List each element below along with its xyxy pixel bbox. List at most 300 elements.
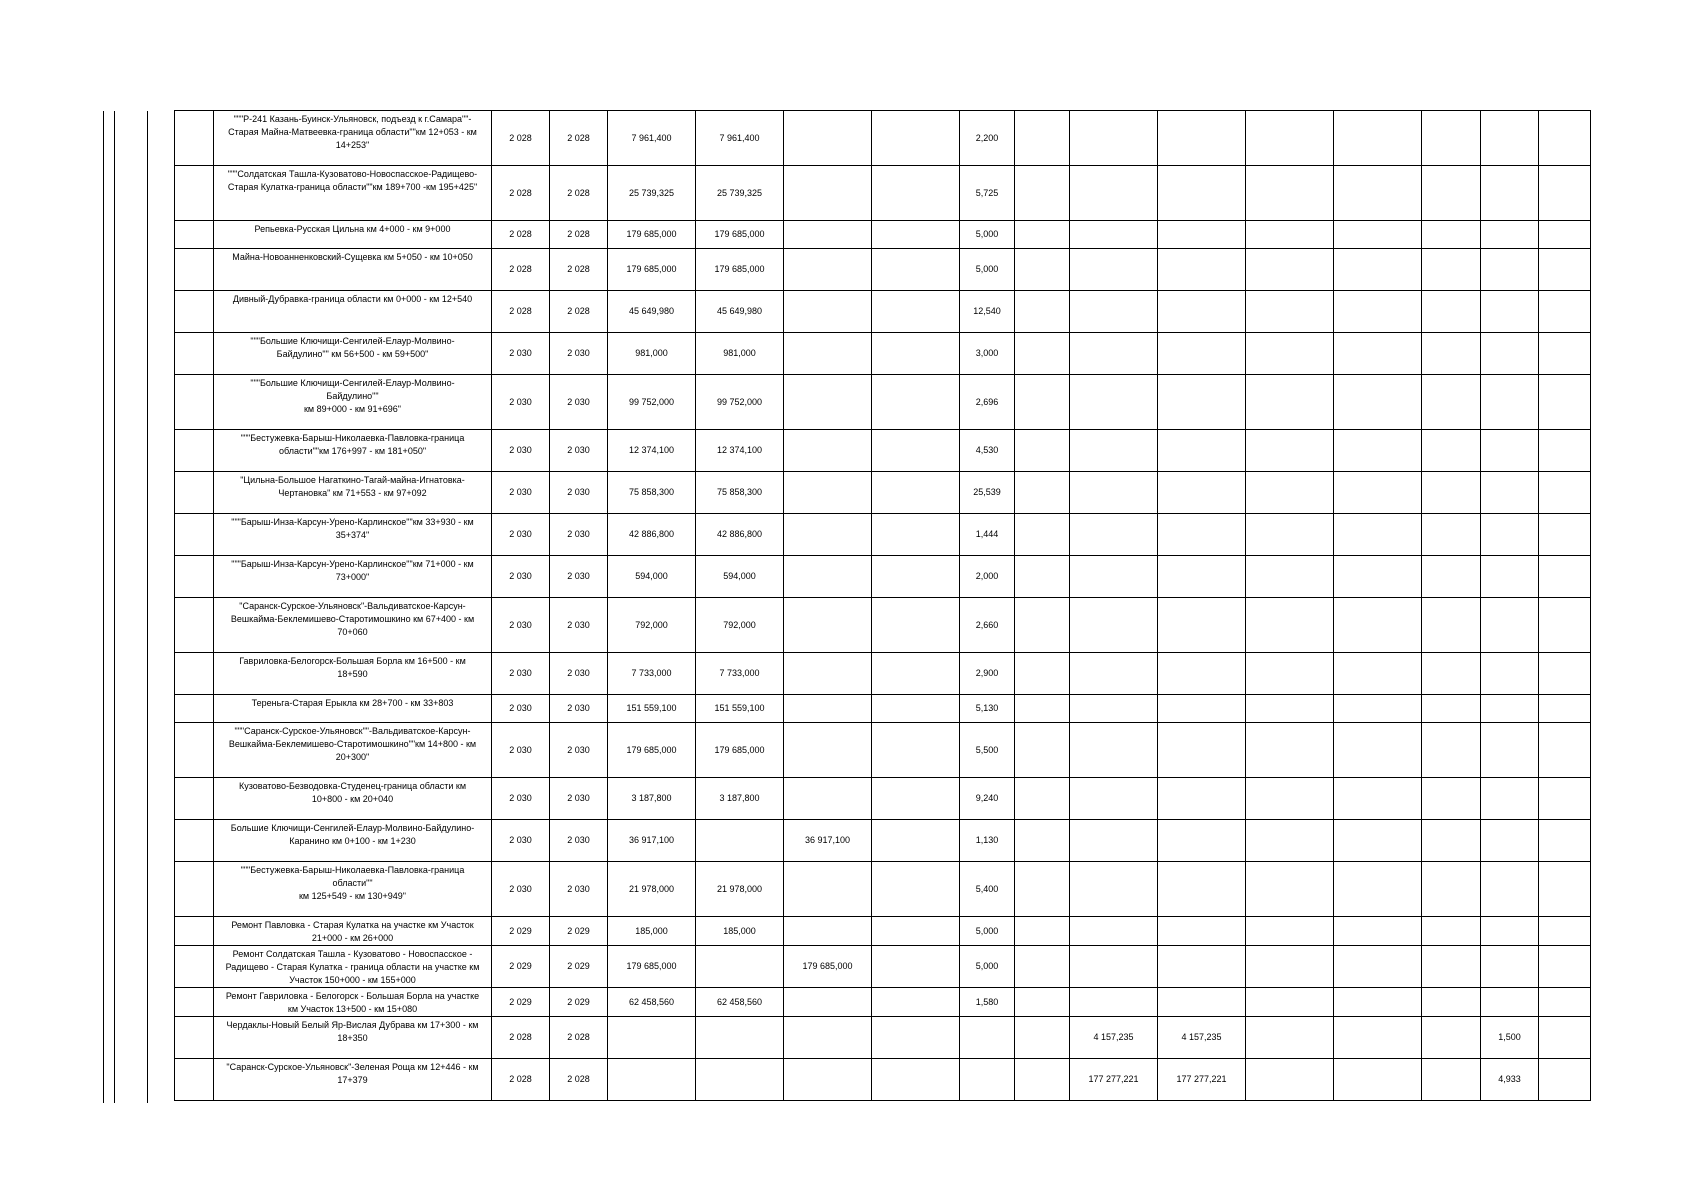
cell-c5 bbox=[784, 917, 872, 946]
cell-c5 bbox=[784, 430, 872, 472]
cell-c2: 2 030 bbox=[550, 472, 608, 514]
cell-c14 bbox=[1481, 249, 1539, 291]
cell-c3: 75 858,300 bbox=[608, 472, 696, 514]
cell-c3: 12 374,100 bbox=[608, 430, 696, 472]
cell-c4: 981,000 bbox=[696, 333, 784, 375]
cell-c9 bbox=[1070, 946, 1158, 988]
cell-c9 bbox=[1070, 862, 1158, 917]
cell-c12 bbox=[1334, 514, 1422, 556]
cell-c5 bbox=[784, 221, 872, 249]
cell-c15 bbox=[1539, 111, 1591, 166]
cell-c5 bbox=[784, 1059, 872, 1101]
cell-c15 bbox=[1539, 472, 1591, 514]
table-row bbox=[175, 430, 1591, 472]
cell-c7: 9,240 bbox=[960, 778, 1015, 820]
cell-c4: 12 374,100 bbox=[696, 430, 784, 472]
object-name-cell: Майна-Новоанненковский-Сущевка км 5+050 - км 10+050 bbox=[214, 249, 492, 291]
cell-c2: 2 030 bbox=[550, 430, 608, 472]
cell-c9: 177 277,221 bbox=[1070, 1059, 1158, 1101]
cell-c5 bbox=[784, 291, 872, 333]
row-index-cell bbox=[175, 514, 214, 556]
cell-c3: 42 886,800 bbox=[608, 514, 696, 556]
cell-c14 bbox=[1481, 291, 1539, 333]
cell-c15 bbox=[1539, 778, 1591, 820]
cell-c3: 25 739,325 bbox=[608, 166, 696, 221]
cell-c6 bbox=[872, 653, 960, 695]
cell-c9 bbox=[1070, 249, 1158, 291]
cell-c1: 2 029 bbox=[492, 946, 550, 988]
cell-c11 bbox=[1246, 249, 1334, 291]
cell-c14 bbox=[1481, 778, 1539, 820]
cell-c1: 2 030 bbox=[492, 556, 550, 598]
cell-c13 bbox=[1422, 723, 1481, 778]
table-row bbox=[175, 166, 1591, 221]
cell-c14 bbox=[1481, 556, 1539, 598]
cell-c11 bbox=[1246, 695, 1334, 723]
cell-c5 bbox=[784, 1017, 872, 1059]
cell-c15 bbox=[1539, 333, 1591, 375]
cell-c13 bbox=[1422, 598, 1481, 653]
table-row bbox=[175, 514, 1591, 556]
cell-c7: 5,725 bbox=[960, 166, 1015, 221]
cell-c14 bbox=[1481, 111, 1539, 166]
cell-c9 bbox=[1070, 778, 1158, 820]
cell-c10 bbox=[1158, 820, 1246, 862]
cell-c5 bbox=[784, 778, 872, 820]
cell-c15 bbox=[1539, 988, 1591, 1017]
row-index-cell bbox=[175, 917, 214, 946]
cell-c8 bbox=[1015, 556, 1070, 598]
row-index-cell bbox=[175, 862, 214, 917]
cell-c5 bbox=[784, 111, 872, 166]
cell-c8 bbox=[1015, 1059, 1070, 1101]
road-works-table bbox=[174, 110, 1591, 1101]
cell-c7: 5,000 bbox=[960, 917, 1015, 946]
cell-c11 bbox=[1246, 1059, 1334, 1101]
cell-c8 bbox=[1015, 472, 1070, 514]
cell-c7 bbox=[960, 1017, 1015, 1059]
cell-c8 bbox=[1015, 917, 1070, 946]
cell-c6 bbox=[872, 375, 960, 430]
cell-c14 bbox=[1481, 166, 1539, 221]
cell-c15 bbox=[1539, 375, 1591, 430]
table-row bbox=[175, 988, 1591, 1017]
margin-line-3 bbox=[147, 111, 148, 1103]
cell-c15 bbox=[1539, 598, 1591, 653]
cell-c9 bbox=[1070, 723, 1158, 778]
cell-c13 bbox=[1422, 430, 1481, 472]
table-row bbox=[175, 111, 1591, 166]
cell-c11 bbox=[1246, 472, 1334, 514]
cell-c9 bbox=[1070, 472, 1158, 514]
row-index-cell bbox=[175, 723, 214, 778]
cell-c13 bbox=[1422, 166, 1481, 221]
cell-c15 bbox=[1539, 556, 1591, 598]
cell-c4: 792,000 bbox=[696, 598, 784, 653]
cell-c14 bbox=[1481, 514, 1539, 556]
cell-c15 bbox=[1539, 695, 1591, 723]
cell-c8 bbox=[1015, 723, 1070, 778]
cell-c3 bbox=[608, 1059, 696, 1101]
cell-c11 bbox=[1246, 917, 1334, 946]
cell-c1: 2 028 bbox=[492, 249, 550, 291]
cell-c2: 2 028 bbox=[550, 249, 608, 291]
cell-c6 bbox=[872, 166, 960, 221]
cell-c15 bbox=[1539, 249, 1591, 291]
object-name-cell: Ремонт Солдатская Ташла - Кузоватово - Новоспасское - Радищево - Старая Кулатка - граница области на участке км Участок 150+000 - км 155+000 bbox=[214, 946, 492, 988]
cell-c6 bbox=[872, 946, 960, 988]
cell-c5 bbox=[784, 556, 872, 598]
object-name-cell: """Бестужевка-Барыш-Николаевка-Павловка-граница области""км 176+997 - км 181+050" bbox=[214, 430, 492, 472]
cell-c13 bbox=[1422, 862, 1481, 917]
cell-c8 bbox=[1015, 598, 1070, 653]
cell-c8 bbox=[1015, 430, 1070, 472]
cell-c2: 2 030 bbox=[550, 375, 608, 430]
cell-c12 bbox=[1334, 695, 1422, 723]
cell-c11 bbox=[1246, 514, 1334, 556]
cell-c12 bbox=[1334, 472, 1422, 514]
cell-c1: 2 030 bbox=[492, 778, 550, 820]
table-row bbox=[175, 862, 1591, 917]
cell-c14 bbox=[1481, 375, 1539, 430]
cell-c11 bbox=[1246, 1017, 1334, 1059]
cell-c4 bbox=[696, 820, 784, 862]
cell-c15 bbox=[1539, 291, 1591, 333]
row-index-cell bbox=[175, 430, 214, 472]
cell-c13 bbox=[1422, 653, 1481, 695]
cell-c11 bbox=[1246, 946, 1334, 988]
cell-c2: 2 028 bbox=[550, 1017, 608, 1059]
cell-c13 bbox=[1422, 249, 1481, 291]
cell-c3: 179 685,000 bbox=[608, 249, 696, 291]
cell-c1: 2 028 bbox=[492, 291, 550, 333]
table-row bbox=[175, 723, 1591, 778]
cell-c1: 2 030 bbox=[492, 820, 550, 862]
cell-c14 bbox=[1481, 598, 1539, 653]
cell-c4: 42 886,800 bbox=[696, 514, 784, 556]
cell-c9 bbox=[1070, 598, 1158, 653]
cell-c2: 2 028 bbox=[550, 166, 608, 221]
cell-c12 bbox=[1334, 166, 1422, 221]
cell-c7: 1,130 bbox=[960, 820, 1015, 862]
cell-c12 bbox=[1334, 778, 1422, 820]
cell-c3: 179 685,000 bbox=[608, 221, 696, 249]
cell-c2: 2 030 bbox=[550, 778, 608, 820]
cell-c6 bbox=[872, 917, 960, 946]
cell-c3: 981,000 bbox=[608, 333, 696, 375]
cell-c13 bbox=[1422, 946, 1481, 988]
cell-c5 bbox=[784, 333, 872, 375]
cell-c12 bbox=[1334, 723, 1422, 778]
cell-c11 bbox=[1246, 723, 1334, 778]
cell-c1: 2 030 bbox=[492, 598, 550, 653]
table-row bbox=[175, 917, 1591, 946]
cell-c9 bbox=[1070, 514, 1158, 556]
cell-c6 bbox=[872, 291, 960, 333]
cell-c14 bbox=[1481, 820, 1539, 862]
cell-c2: 2 030 bbox=[550, 653, 608, 695]
cell-c1: 2 030 bbox=[492, 723, 550, 778]
cell-c3: 7 961,400 bbox=[608, 111, 696, 166]
cell-c2: 2 029 bbox=[550, 946, 608, 988]
cell-c11 bbox=[1246, 778, 1334, 820]
cell-c10 bbox=[1158, 988, 1246, 1017]
cell-c13 bbox=[1422, 375, 1481, 430]
cell-c13 bbox=[1422, 695, 1481, 723]
object-name-cell: "Цильна-Большое Нагаткино-Тагай-майна-Игнатовка- Чертановка" км 71+553 - км 97+092 bbox=[214, 472, 492, 514]
cell-c15 bbox=[1539, 862, 1591, 917]
cell-c7: 1,444 bbox=[960, 514, 1015, 556]
cell-c12 bbox=[1334, 111, 1422, 166]
cell-c1: 2 030 bbox=[492, 472, 550, 514]
cell-c5: 36 917,100 bbox=[784, 820, 872, 862]
object-name-cell: "Саранск-Сурское-Ульяновск"-Вальдиватское-Карсун- Вешкайма-Беклемишево-Старотимошкино км 67+400 - км 70+060 bbox=[214, 598, 492, 653]
cell-c1: 2 030 bbox=[492, 514, 550, 556]
cell-c14 bbox=[1481, 988, 1539, 1017]
cell-c2: 2 030 bbox=[550, 695, 608, 723]
cell-c3: 179 685,000 bbox=[608, 723, 696, 778]
object-name-cell: Кузоватово-Безводовка-Студенец-граница области км 10+800 - км 20+040 bbox=[214, 778, 492, 820]
object-name-cell: Ремонт Гавриловка - Белогорск - Большая Борла на участке км Участок 13+500 - км 15+080 bbox=[214, 988, 492, 1017]
row-index-cell bbox=[175, 221, 214, 249]
row-index-cell bbox=[175, 695, 214, 723]
cell-c12 bbox=[1334, 946, 1422, 988]
cell-c10 bbox=[1158, 291, 1246, 333]
cell-c13 bbox=[1422, 472, 1481, 514]
row-index-cell bbox=[175, 556, 214, 598]
cell-c14 bbox=[1481, 221, 1539, 249]
cell-c4: 45 649,980 bbox=[696, 291, 784, 333]
row-index-cell bbox=[175, 820, 214, 862]
cell-c10: 4 157,235 bbox=[1158, 1017, 1246, 1059]
cell-c7: 5,000 bbox=[960, 221, 1015, 249]
cell-c11 bbox=[1246, 166, 1334, 221]
object-name-cell: """Барыш-Инза-Карсун-Урено-Карлинское""км 33+930 - км 35+374" bbox=[214, 514, 492, 556]
cell-c10 bbox=[1158, 653, 1246, 695]
cell-c14: 4,933 bbox=[1481, 1059, 1539, 1101]
cell-c2: 2 030 bbox=[550, 598, 608, 653]
row-index-cell bbox=[175, 472, 214, 514]
cell-c7: 1,580 bbox=[960, 988, 1015, 1017]
cell-c15 bbox=[1539, 653, 1591, 695]
cell-c2: 2 030 bbox=[550, 820, 608, 862]
cell-c14 bbox=[1481, 472, 1539, 514]
cell-c7: 5,130 bbox=[960, 695, 1015, 723]
cell-c10 bbox=[1158, 723, 1246, 778]
cell-c4: 185,000 bbox=[696, 917, 784, 946]
cell-c2: 2 028 bbox=[550, 111, 608, 166]
row-index-cell bbox=[175, 946, 214, 988]
cell-c6 bbox=[872, 221, 960, 249]
table-row bbox=[175, 1059, 1591, 1101]
cell-c11 bbox=[1246, 430, 1334, 472]
cell-c13 bbox=[1422, 1017, 1481, 1059]
cell-c9: 4 157,235 bbox=[1070, 1017, 1158, 1059]
cell-c7: 25,539 bbox=[960, 472, 1015, 514]
cell-c8 bbox=[1015, 778, 1070, 820]
cell-c13 bbox=[1422, 917, 1481, 946]
cell-c10 bbox=[1158, 514, 1246, 556]
cell-c10 bbox=[1158, 917, 1246, 946]
cell-c8 bbox=[1015, 221, 1070, 249]
cell-c13 bbox=[1422, 111, 1481, 166]
row-index-cell bbox=[175, 1059, 214, 1101]
cell-c14 bbox=[1481, 946, 1539, 988]
cell-c10 bbox=[1158, 862, 1246, 917]
cell-c8 bbox=[1015, 514, 1070, 556]
cell-c12 bbox=[1334, 291, 1422, 333]
cell-c10 bbox=[1158, 778, 1246, 820]
row-index-cell bbox=[175, 333, 214, 375]
row-index-cell bbox=[175, 988, 214, 1017]
row-index-cell bbox=[175, 1017, 214, 1059]
cell-c11 bbox=[1246, 653, 1334, 695]
cell-c3: 151 559,100 bbox=[608, 695, 696, 723]
cell-c14 bbox=[1481, 653, 1539, 695]
cell-c6 bbox=[872, 249, 960, 291]
cell-c3: 21 978,000 bbox=[608, 862, 696, 917]
cell-c10 bbox=[1158, 695, 1246, 723]
table-row bbox=[175, 946, 1591, 988]
cell-c6 bbox=[872, 472, 960, 514]
cell-c14 bbox=[1481, 430, 1539, 472]
cell-c1: 2 028 bbox=[492, 111, 550, 166]
cell-c7: 2,900 bbox=[960, 653, 1015, 695]
cell-c8 bbox=[1015, 820, 1070, 862]
cell-c10 bbox=[1158, 111, 1246, 166]
row-index-cell bbox=[175, 166, 214, 221]
cell-c6 bbox=[872, 556, 960, 598]
cell-c2: 2 030 bbox=[550, 723, 608, 778]
cell-c6 bbox=[872, 333, 960, 375]
cell-c15 bbox=[1539, 820, 1591, 862]
cell-c12 bbox=[1334, 375, 1422, 430]
cell-c4: 151 559,100 bbox=[696, 695, 784, 723]
cell-c15 bbox=[1539, 917, 1591, 946]
cell-c7: 3,000 bbox=[960, 333, 1015, 375]
cell-c9 bbox=[1070, 221, 1158, 249]
object-name-cell: """Саранск-Сурское-Ульяновск""-Вальдиватское-Карсун- Вешкайма-Беклемишево-Старотимошкино""км 14+800 - км 20+300" bbox=[214, 723, 492, 778]
cell-c13 bbox=[1422, 291, 1481, 333]
cell-c13 bbox=[1422, 514, 1481, 556]
cell-c5: 179 685,000 bbox=[784, 946, 872, 988]
cell-c9 bbox=[1070, 917, 1158, 946]
cell-c6 bbox=[872, 988, 960, 1017]
cell-c8 bbox=[1015, 166, 1070, 221]
cell-c4: 179 685,000 bbox=[696, 249, 784, 291]
cell-c12 bbox=[1334, 249, 1422, 291]
cell-c12 bbox=[1334, 1059, 1422, 1101]
row-index-cell bbox=[175, 778, 214, 820]
cell-c9 bbox=[1070, 291, 1158, 333]
cell-c1: 2 030 bbox=[492, 862, 550, 917]
row-index-cell bbox=[175, 375, 214, 430]
cell-c4: 7 733,000 bbox=[696, 653, 784, 695]
cell-c2: 2 028 bbox=[550, 221, 608, 249]
cell-c14: 1,500 bbox=[1481, 1017, 1539, 1059]
cell-c10 bbox=[1158, 166, 1246, 221]
cell-c7: 5,000 bbox=[960, 249, 1015, 291]
cell-c9 bbox=[1070, 556, 1158, 598]
cell-c3: 45 649,980 bbox=[608, 291, 696, 333]
cell-c7: 5,500 bbox=[960, 723, 1015, 778]
cell-c9 bbox=[1070, 111, 1158, 166]
cell-c5 bbox=[784, 375, 872, 430]
cell-c2: 2 030 bbox=[550, 514, 608, 556]
object-name-cell: Репьевка-Русская Цильна км 4+000 - км 9+000 bbox=[214, 221, 492, 249]
cell-c9 bbox=[1070, 820, 1158, 862]
cell-c6 bbox=[872, 598, 960, 653]
cell-c14 bbox=[1481, 333, 1539, 375]
cell-c6 bbox=[872, 1059, 960, 1101]
cell-c12 bbox=[1334, 862, 1422, 917]
cell-c12 bbox=[1334, 917, 1422, 946]
cell-c1: 2 030 bbox=[492, 430, 550, 472]
cell-c4 bbox=[696, 1017, 784, 1059]
cell-c11 bbox=[1246, 862, 1334, 917]
cell-c10: 177 277,221 bbox=[1158, 1059, 1246, 1101]
cell-c3: 36 917,100 bbox=[608, 820, 696, 862]
object-name-cell: Гавриловка-Белогорск-Большая Борла км 16+500 - км 18+590 bbox=[214, 653, 492, 695]
cell-c12 bbox=[1334, 221, 1422, 249]
cell-c1: 2 030 bbox=[492, 333, 550, 375]
object-name-cell: """Р-241 Казань-Буинск-Ульяновск, подъезд к г.Самара""- Старая Майна-Матвеевка-граница области""км 12+053 - км 14+253" bbox=[214, 111, 492, 166]
table-row bbox=[175, 249, 1591, 291]
cell-c4: 99 752,000 bbox=[696, 375, 784, 430]
cell-c12 bbox=[1334, 430, 1422, 472]
cell-c14 bbox=[1481, 862, 1539, 917]
cell-c1: 2 028 bbox=[492, 1017, 550, 1059]
cell-c8 bbox=[1015, 333, 1070, 375]
cell-c1: 2 029 bbox=[492, 917, 550, 946]
margin-line-1 bbox=[103, 111, 104, 1103]
row-index-cell bbox=[175, 111, 214, 166]
cell-c9 bbox=[1070, 333, 1158, 375]
cell-c11 bbox=[1246, 333, 1334, 375]
cell-c4: 3 187,800 bbox=[696, 778, 784, 820]
cell-c5 bbox=[784, 988, 872, 1017]
cell-c3: 99 752,000 bbox=[608, 375, 696, 430]
cell-c15 bbox=[1539, 514, 1591, 556]
cell-c7: 5,400 bbox=[960, 862, 1015, 917]
cell-c6 bbox=[872, 514, 960, 556]
cell-c5 bbox=[784, 249, 872, 291]
cell-c6 bbox=[872, 778, 960, 820]
object-name-cell: """Бестужевка-Барыш-Николаевка-Павловка-граница области"" км 125+549 - км 130+949" bbox=[214, 862, 492, 917]
table-row bbox=[175, 556, 1591, 598]
cell-c1: 2 030 bbox=[492, 375, 550, 430]
cell-c5 bbox=[784, 653, 872, 695]
table-row bbox=[175, 695, 1591, 723]
cell-c11 bbox=[1246, 291, 1334, 333]
cell-c8 bbox=[1015, 291, 1070, 333]
cell-c4 bbox=[696, 1059, 784, 1101]
cell-c8 bbox=[1015, 653, 1070, 695]
cell-c1: 2 030 bbox=[492, 695, 550, 723]
cell-c4: 25 739,325 bbox=[696, 166, 784, 221]
cell-c3: 3 187,800 bbox=[608, 778, 696, 820]
cell-c5 bbox=[784, 862, 872, 917]
cell-c13 bbox=[1422, 988, 1481, 1017]
cell-c10 bbox=[1158, 221, 1246, 249]
cell-c4: 179 685,000 bbox=[696, 221, 784, 249]
cell-c7: 12,540 bbox=[960, 291, 1015, 333]
table-row bbox=[175, 820, 1591, 862]
cell-c8 bbox=[1015, 375, 1070, 430]
cell-c4: 7 961,400 bbox=[696, 111, 784, 166]
cell-c6 bbox=[872, 862, 960, 917]
cell-c7: 4,530 bbox=[960, 430, 1015, 472]
